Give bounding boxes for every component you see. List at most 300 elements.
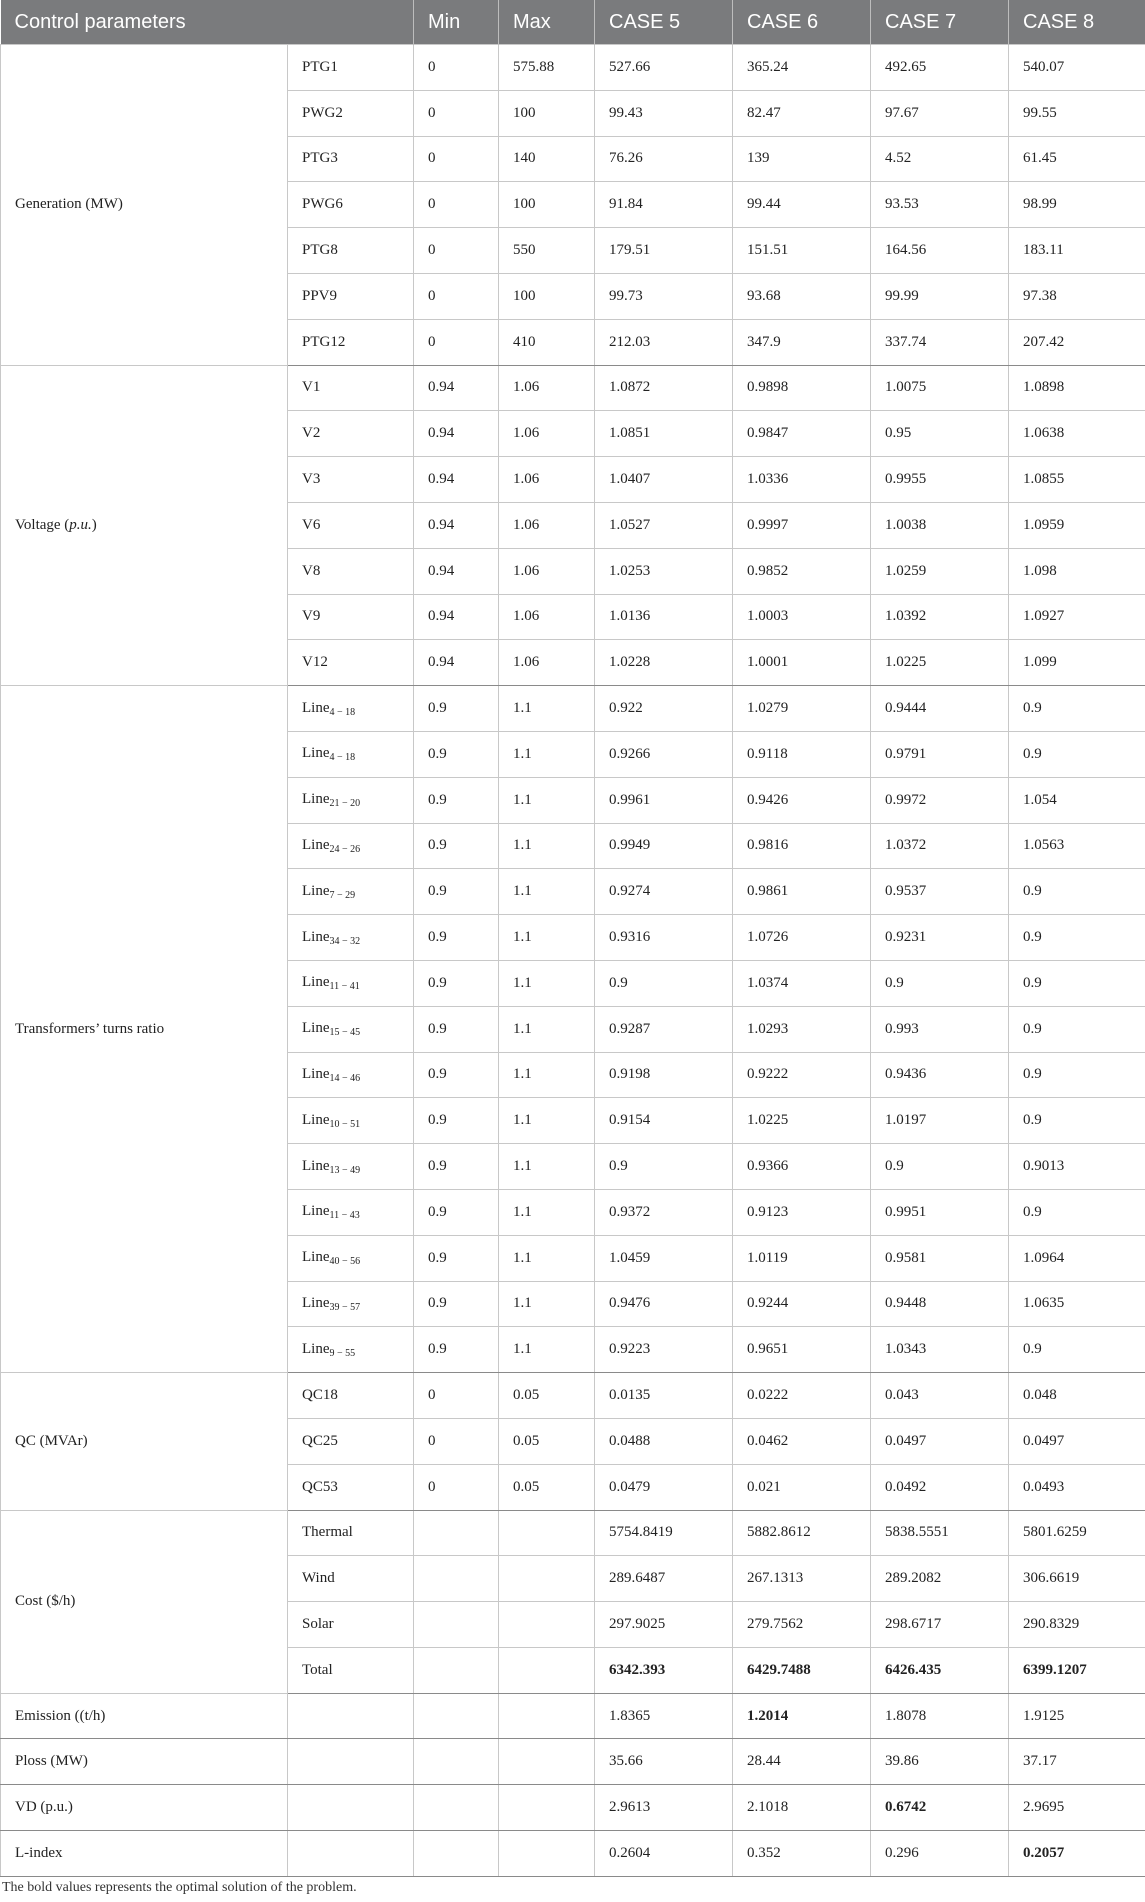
parameter-name-text: V8 <box>302 562 321 579</box>
parameter-name <box>288 182 414 228</box>
cell-case-5: 0.9154 <box>595 1098 733 1144</box>
parameter-name <box>288 1052 414 1098</box>
cell-case-7: 5838.5551 <box>871 1510 1009 1556</box>
cell-case-5: 0.9 <box>595 1144 733 1190</box>
parameter-subscript: 13 − 49 <box>329 1164 361 1176</box>
cell-case-5: 91.84 <box>595 182 733 228</box>
parameter-name <box>288 1647 414 1693</box>
table-row <box>1 1373 1145 1419</box>
parameter-name <box>288 1785 414 1831</box>
parameter-subscript: 34 − 32 <box>329 935 361 947</box>
parameter-subscript: 24 − 26 <box>329 843 361 855</box>
parameter-name <box>288 1281 414 1327</box>
cell-case-5: 76.26 <box>595 136 733 182</box>
cell-case-8: 0.9 <box>1009 915 1145 961</box>
parameter-name <box>288 1006 414 1052</box>
cell-case-6: 365.24 <box>733 45 871 91</box>
cell-case-8: 0.048 <box>1009 1373 1145 1419</box>
cell-min: 0.94 <box>414 411 499 457</box>
cell-max: 410 <box>499 319 595 365</box>
cell-max: 1.06 <box>499 411 595 457</box>
parameter-name <box>288 1510 414 1556</box>
cell-min: 0 <box>414 45 499 91</box>
cell-case-8: 1.054 <box>1009 777 1145 823</box>
cell-max: 100 <box>499 273 595 319</box>
parameter-name-text: PTG8 <box>302 242 338 259</box>
cell-max: 1.1 <box>499 869 595 915</box>
cell-min: 0.9 <box>414 1052 499 1098</box>
cell-min <box>414 1556 499 1602</box>
parameter-name-text: QC18 <box>302 1387 338 1403</box>
cell-min: 0.9 <box>414 686 499 732</box>
parameter-name <box>288 777 414 823</box>
cell-case-7: 0.9951 <box>871 1189 1009 1235</box>
cell-case-6: 0.9816 <box>733 823 871 869</box>
cell-case-7: 0.9231 <box>871 915 1009 961</box>
parameter-name-text: Line <box>302 1249 330 1266</box>
cell-case-8: 0.0497 <box>1009 1418 1145 1464</box>
cell-case-7: 6426.435 <box>871 1647 1009 1693</box>
cell-case-5: 1.0228 <box>595 640 733 686</box>
cell-min: 0.9 <box>414 1327 499 1373</box>
cell-case-8: 0.9 <box>1009 960 1145 1006</box>
cell-case-5: 0.0135 <box>595 1373 733 1419</box>
parameter-name <box>288 1418 414 1464</box>
cell-case-6: 93.68 <box>733 273 871 319</box>
cell-max <box>499 1693 595 1739</box>
parameter-subscript: 4 − 18 <box>329 706 356 718</box>
cell-case-6: 267.1313 <box>733 1556 871 1602</box>
cell-case-5: 1.0459 <box>595 1235 733 1281</box>
cell-case-7: 93.53 <box>871 182 1009 228</box>
cell-case-6: 1.0001 <box>733 640 871 686</box>
cell-case-6: 0.9244 <box>733 1281 871 1327</box>
parameter-name <box>288 90 414 136</box>
group-label <box>1 365 288 686</box>
parameter-name <box>288 45 414 91</box>
header-min: Min <box>414 0 499 45</box>
cell-max: 0.05 <box>499 1373 595 1419</box>
cell-case-7: 0.0492 <box>871 1464 1009 1510</box>
parameter-name-text: V3 <box>302 471 321 488</box>
parameter-name <box>288 686 414 732</box>
cell-min: 0 <box>414 1464 499 1510</box>
cell-case-5: 0.9961 <box>595 777 733 823</box>
parameter-subscript: 21 − 20 <box>329 798 361 810</box>
parameter-name <box>288 960 414 1006</box>
cell-case-6: 151.51 <box>733 228 871 274</box>
table-row <box>1 45 1145 91</box>
cell-max: 550 <box>499 228 595 274</box>
group-label: QC (MVAr) <box>1 1373 288 1510</box>
cell-max <box>499 1647 595 1693</box>
cell-case-7: 1.8078 <box>871 1693 1009 1739</box>
cell-case-8: 0.9 <box>1009 1098 1145 1144</box>
cell-case-8: 61.45 <box>1009 136 1145 182</box>
cell-case-6: 6429.7488 <box>733 1647 871 1693</box>
cell-case-7: 289.2082 <box>871 1556 1009 1602</box>
cell-max <box>499 1602 595 1648</box>
parameter-name <box>288 731 414 777</box>
cell-case-8: 1.0563 <box>1009 823 1145 869</box>
cell-case-8: 0.9 <box>1009 1006 1145 1052</box>
group-label: Emission ((t/h) <box>1 1693 288 1739</box>
cell-case-8: 0.9013 <box>1009 1144 1145 1190</box>
parameter-name-text: V2 <box>302 425 321 442</box>
cell-max: 140 <box>499 136 595 182</box>
cell-max: 1.1 <box>499 1327 595 1373</box>
cell-case-7: 0.9955 <box>871 457 1009 503</box>
cell-min: 0 <box>414 319 499 365</box>
parameter-name-text: Line <box>302 974 330 991</box>
parameter-name-text: Thermal <box>302 1524 353 1541</box>
table-row <box>1 1831 1145 1877</box>
cell-case-5: 1.0253 <box>595 548 733 594</box>
cell-case-5: 99.73 <box>595 273 733 319</box>
cell-max <box>499 1739 595 1785</box>
cell-case-6: 1.0003 <box>733 594 871 640</box>
cell-case-5: 527.66 <box>595 45 733 91</box>
cell-min: 0 <box>414 1418 499 1464</box>
parameter-name <box>288 1831 414 1877</box>
header-case-8: CASE 8 <box>1009 0 1145 45</box>
parameter-name <box>288 823 414 869</box>
cell-min: 0 <box>414 228 499 274</box>
cell-case-7: 0.296 <box>871 1831 1009 1877</box>
cell-case-8: 6399.1207 <box>1009 1647 1145 1693</box>
table-footnote: The bold values represents the optimal solution of the problem. <box>2 1880 357 1895</box>
cell-case-7: 337.74 <box>871 319 1009 365</box>
parameter-name-text: Line <box>302 1065 330 1082</box>
cell-case-5: 1.0407 <box>595 457 733 503</box>
cell-min: 0.94 <box>414 365 499 411</box>
cell-case-7: 1.0259 <box>871 548 1009 594</box>
parameter-name <box>288 594 414 640</box>
cell-case-5: 0.9287 <box>595 1006 733 1052</box>
cell-case-5: 0.9198 <box>595 1052 733 1098</box>
parameter-name-text: Solar <box>302 1615 334 1632</box>
cell-case-6: 0.9366 <box>733 1144 871 1190</box>
cell-min: 0.94 <box>414 502 499 548</box>
cell-max: 1.1 <box>499 686 595 732</box>
parameter-name-text: Line <box>302 836 330 853</box>
parameter-name-text: V6 <box>302 516 321 533</box>
cell-case-8: 99.55 <box>1009 90 1145 136</box>
parameter-name-text: Line <box>302 745 330 762</box>
parameter-subscript: 4 − 18 <box>329 752 356 764</box>
cell-case-5: 0.9372 <box>595 1189 733 1235</box>
cell-case-7: 1.0343 <box>871 1327 1009 1373</box>
cell-case-7: 1.0392 <box>871 594 1009 640</box>
table-header <box>1 0 1145 45</box>
parameter-name-text: QC53 <box>302 1478 338 1495</box>
cell-max: 1.06 <box>499 457 595 503</box>
parameter-name-text: Line <box>302 1020 330 1037</box>
cell-min <box>414 1785 499 1831</box>
cell-case-8: 1.0635 <box>1009 1281 1145 1327</box>
cell-case-8: 1.0964 <box>1009 1235 1145 1281</box>
cell-case-6: 0.9123 <box>733 1189 871 1235</box>
cell-min: 0 <box>414 90 499 136</box>
cell-case-8: 2.9695 <box>1009 1785 1145 1831</box>
cell-case-5: 1.0872 <box>595 365 733 411</box>
cell-case-8: 0.2057 <box>1009 1831 1145 1877</box>
parameter-name <box>288 457 414 503</box>
cell-max: 100 <box>499 90 595 136</box>
header-control-parameters: Control parameters <box>1 0 414 45</box>
cell-max: 1.1 <box>499 1235 595 1281</box>
cell-case-5: 0.922 <box>595 686 733 732</box>
cell-max: 1.06 <box>499 365 595 411</box>
cell-case-7: 298.6717 <box>871 1602 1009 1648</box>
cell-case-8: 1.099 <box>1009 640 1145 686</box>
cell-case-6: 1.0119 <box>733 1235 871 1281</box>
header-row <box>1 0 1145 45</box>
cell-case-7: 4.52 <box>871 136 1009 182</box>
cell-case-8: 98.99 <box>1009 182 1145 228</box>
cell-case-7: 1.0038 <box>871 502 1009 548</box>
cell-case-7: 39.86 <box>871 1739 1009 1785</box>
cell-case-8: 1.098 <box>1009 548 1145 594</box>
parameter-name-text: Line <box>302 1203 330 1220</box>
cell-case-5: 2.9613 <box>595 1785 733 1831</box>
cell-case-5: 0.9949 <box>595 823 733 869</box>
cell-min <box>414 1510 499 1556</box>
cell-min <box>414 1693 499 1739</box>
cell-case-7: 0.9448 <box>871 1281 1009 1327</box>
cell-max <box>499 1556 595 1602</box>
cell-case-8: 0.9 <box>1009 731 1145 777</box>
parameter-subscript: 11 − 43 <box>329 1210 360 1222</box>
cell-case-7: 0.9 <box>871 960 1009 1006</box>
parameter-name <box>288 1189 414 1235</box>
cell-case-8: 1.0898 <box>1009 365 1145 411</box>
cell-case-5: 0.0479 <box>595 1464 733 1510</box>
cell-case-7: 1.0225 <box>871 640 1009 686</box>
cell-case-6: 2.1018 <box>733 1785 871 1831</box>
cell-case-6: 5882.8612 <box>733 1510 871 1556</box>
table-row <box>1 1510 1145 1556</box>
parameter-name <box>288 1373 414 1419</box>
cell-min: 0.9 <box>414 915 499 961</box>
cell-case-7: 492.65 <box>871 45 1009 91</box>
cell-min: 0 <box>414 273 499 319</box>
cell-min <box>414 1739 499 1785</box>
cell-max: 0.05 <box>499 1464 595 1510</box>
cell-case-7: 1.0075 <box>871 365 1009 411</box>
cell-min: 0.9 <box>414 1235 499 1281</box>
parameter-name-text: PPV9 <box>302 287 338 304</box>
parameter-name <box>288 869 414 915</box>
cell-max <box>499 1510 595 1556</box>
cell-case-6: 1.0726 <box>733 915 871 961</box>
cell-case-8: 0.9 <box>1009 686 1145 732</box>
cell-case-5: 5754.8419 <box>595 1510 733 1556</box>
cell-max: 1.1 <box>499 915 595 961</box>
cell-case-8: 0.0493 <box>1009 1464 1145 1510</box>
parameter-name-text: PTG12 <box>302 333 346 350</box>
cell-case-6: 279.7562 <box>733 1602 871 1648</box>
parameter-name-text: V12 <box>302 654 328 671</box>
parameter-name-text: PTG3 <box>302 150 338 167</box>
cell-min: 0 <box>414 1373 499 1419</box>
parameter-name-text: PTG1 <box>302 58 338 75</box>
cell-min <box>414 1647 499 1693</box>
cell-min: 0.9 <box>414 869 499 915</box>
cell-case-7: 1.0372 <box>871 823 1009 869</box>
cell-min: 0.9 <box>414 823 499 869</box>
group-label: L-index <box>1 1831 288 1877</box>
parameter-name <box>288 1327 414 1373</box>
parameter-subscript: 7 − 29 <box>329 889 356 901</box>
parameter-name <box>288 411 414 457</box>
cell-case-8: 1.0959 <box>1009 502 1145 548</box>
parameter-name <box>288 502 414 548</box>
parameter-name <box>288 548 414 594</box>
parameter-name-text: V9 <box>302 608 321 625</box>
table-row <box>1 1693 1145 1739</box>
table-body <box>1 45 1145 1877</box>
cell-case-5: 0.9223 <box>595 1327 733 1373</box>
parameter-subscript: 14 − 46 <box>329 1072 361 1084</box>
parameter-name-text: Line <box>302 699 330 716</box>
cell-case-7: 1.0197 <box>871 1098 1009 1144</box>
header-case-5: CASE 5 <box>595 0 733 45</box>
cell-case-6: 0.9997 <box>733 502 871 548</box>
cell-case-7: 0.993 <box>871 1006 1009 1052</box>
cell-case-6: 0.9222 <box>733 1052 871 1098</box>
cell-min <box>414 1602 499 1648</box>
group-label: Transformers’ turns ratio <box>1 686 288 1373</box>
header-case-7: CASE 7 <box>871 0 1009 45</box>
cell-case-5: 0.0488 <box>595 1418 733 1464</box>
parameter-name-text: Line <box>302 1111 330 1128</box>
cell-case-8: 0.9 <box>1009 1327 1145 1373</box>
cell-case-6: 0.352 <box>733 1831 871 1877</box>
cell-case-8: 540.07 <box>1009 45 1145 91</box>
cell-case-8: 97.38 <box>1009 273 1145 319</box>
cell-case-6: 1.0374 <box>733 960 871 1006</box>
cell-case-8: 290.8329 <box>1009 1602 1145 1648</box>
cell-case-6: 0.0222 <box>733 1373 871 1419</box>
header-max: Max <box>499 0 595 45</box>
parameter-name-text: Line <box>302 882 330 899</box>
parameter-name <box>288 136 414 182</box>
cell-case-5: 179.51 <box>595 228 733 274</box>
cell-max: 1.1 <box>499 777 595 823</box>
cell-min: 0.9 <box>414 1281 499 1327</box>
table-row <box>1 1785 1145 1831</box>
cell-case-5: 1.0136 <box>595 594 733 640</box>
cell-case-7: 0.043 <box>871 1373 1009 1419</box>
cell-case-7: 0.9972 <box>871 777 1009 823</box>
parameter-name-text: Line <box>302 928 330 945</box>
cell-case-6: 0.9898 <box>733 365 871 411</box>
parameter-name-text: Line <box>302 1157 330 1174</box>
parameter-name <box>288 228 414 274</box>
cell-case-6: 0.9651 <box>733 1327 871 1373</box>
cell-case-8: 1.9125 <box>1009 1693 1145 1739</box>
cell-case-8: 1.0638 <box>1009 411 1145 457</box>
parameter-name <box>288 1739 414 1785</box>
cell-max: 575.88 <box>499 45 595 91</box>
parameter-name <box>288 1235 414 1281</box>
parameter-name <box>288 1693 414 1739</box>
cell-case-6: 0.9118 <box>733 731 871 777</box>
cell-case-6: 1.0336 <box>733 457 871 503</box>
cell-max: 1.1 <box>499 1144 595 1190</box>
parameter-subscript: 10 − 51 <box>329 1118 361 1130</box>
cell-case-5: 297.9025 <box>595 1602 733 1648</box>
cell-min: 0.9 <box>414 1098 499 1144</box>
parameter-name <box>288 273 414 319</box>
parameter-name <box>288 319 414 365</box>
cell-case-5: 289.6487 <box>595 1556 733 1602</box>
parameter-name-text: PWG6 <box>302 196 343 213</box>
cell-max: 1.1 <box>499 1006 595 1052</box>
cell-case-6: 347.9 <box>733 319 871 365</box>
cell-max: 1.1 <box>499 960 595 1006</box>
parameter-subscript: 39 − 57 <box>329 1301 361 1313</box>
cell-case-6: 1.0293 <box>733 1006 871 1052</box>
parameter-subscript: 15 − 45 <box>329 1027 361 1039</box>
cell-min: 0.94 <box>414 457 499 503</box>
cell-case-6: 28.44 <box>733 1739 871 1785</box>
cell-case-6: 0.0462 <box>733 1418 871 1464</box>
cell-case-5: 0.9266 <box>595 731 733 777</box>
cell-case-5: 1.8365 <box>595 1693 733 1739</box>
cell-max: 1.06 <box>499 502 595 548</box>
cell-case-6: 139 <box>733 136 871 182</box>
cell-case-6: 1.0225 <box>733 1098 871 1144</box>
parameter-subscript: 11 − 41 <box>329 981 360 993</box>
cell-case-8: 0.9 <box>1009 869 1145 915</box>
cell-max: 1.1 <box>499 1052 595 1098</box>
cell-min: 0 <box>414 136 499 182</box>
cell-case-5: 0.2604 <box>595 1831 733 1877</box>
cell-case-5: 35.66 <box>595 1739 733 1785</box>
parameter-subscript: 40 − 56 <box>329 1256 361 1268</box>
table-row <box>1 365 1145 411</box>
parameter-name-text: V1 <box>302 379 321 396</box>
parameter-name <box>288 1464 414 1510</box>
cell-case-5: 6342.393 <box>595 1647 733 1693</box>
parameter-name-text: Line <box>302 1294 330 1311</box>
cell-max <box>499 1831 595 1877</box>
parameter-name-text: Wind <box>302 1570 335 1587</box>
cell-case-6: 99.44 <box>733 182 871 228</box>
cell-case-5: 1.0851 <box>595 411 733 457</box>
cell-case-5: 0.9 <box>595 960 733 1006</box>
cell-min: 0.9 <box>414 1144 499 1190</box>
cell-case-5: 0.9274 <box>595 869 733 915</box>
cell-case-7: 0.9581 <box>871 1235 1009 1281</box>
cell-case-8: 0.9 <box>1009 1052 1145 1098</box>
parameter-name <box>288 1602 414 1648</box>
cell-case-8: 183.11 <box>1009 228 1145 274</box>
cell-case-8: 37.17 <box>1009 1739 1145 1785</box>
cell-case-7: 99.99 <box>871 273 1009 319</box>
cell-min: 0 <box>414 182 499 228</box>
cell-case-7: 164.56 <box>871 228 1009 274</box>
cell-case-8: 1.0855 <box>1009 457 1145 503</box>
table-row <box>1 1739 1145 1785</box>
cell-min: 0.9 <box>414 1006 499 1052</box>
cell-max <box>499 1785 595 1831</box>
cell-max: 1.1 <box>499 1189 595 1235</box>
parameter-subscript: 9 − 55 <box>329 1347 356 1359</box>
header-case-6: CASE 6 <box>733 0 871 45</box>
